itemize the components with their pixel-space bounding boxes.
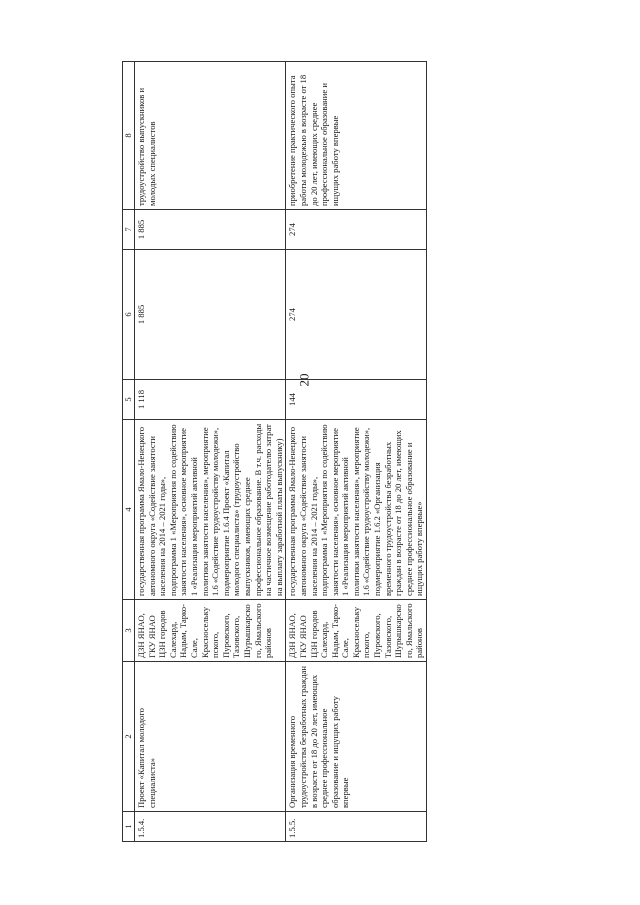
value-col7: 274 (286, 210, 427, 250)
header-col-5: 5 (123, 380, 135, 420)
table-row (286, 62, 427, 842)
value-col5: 1 118 (135, 380, 286, 420)
rotated-table-container (122, 62, 425, 842)
header-col-2: 2 (123, 662, 135, 812)
executors: ДЗН ЯНАО, ГКУ ЯНАО ЦЗН городов Салехард, Надым, Тарко-Сале, Красноселькупского, Пуровского, Тазовского, Шурышкарского, Ямальского районов (286, 600, 427, 662)
activity-name: Организация временного трудоустройства безработных граждан в возрасте от 18 до 20 лет, имеющих среднее профессиональное образование и ищущих работу впервые (286, 662, 427, 812)
header-col-4: 4 (123, 420, 135, 600)
expected-result: трудоустройство выпускников и молодых специалистов (135, 62, 286, 210)
program-description: государственная программа Ямало-Ненецкого автономного округа «Содействие занятости населения на 2014 – 2021 годы», подпрограмма 1 «Мероприятия по содействию занятости населения», основное мероприятие 1 «Реализация мероприятий активной политики занятости населения», мероприятие 1.6 «Содействие трудоустройству молодежи», подмероприятие 1.6.2 «Организация временного трудоустройства безработных граждан в возрасте от 18 до 20 лет, имеющих среднее профессиональное образование и ищущих работу впервые» (286, 420, 427, 600)
page-number: 20 (296, 373, 312, 387)
program-description: государственная программа Ямало-Ненецкого автономного округа «Содействие занятости населения на 2014 – 2021 годы», подпрограмма 1 «Мероприятия по содействию занятости населения», основное мероприятие 1 «Реализация мероприятий активной политики занятости населения», мероприятие 1.6 «Содействие трудоустройству молодежи», подмероприятие 1.6.4 Проект «Капитал молодого специалиста» (трудоустройство выпускников, имеющих среднее профессиональное образование. В т.ч. расходы на частичное возмещение работодателю затрат на выплату заработной платы выпускнику) (135, 420, 286, 600)
header-col-7: 7 (123, 210, 135, 250)
value-col6: 274 (286, 250, 427, 380)
header-col-6: 6 (123, 250, 135, 380)
row-number: 1.5.5. (286, 812, 427, 842)
value-col6: 1 885 (135, 250, 286, 380)
header-col-1: 1 (123, 812, 135, 842)
executors: ДЗН ЯНАО, ГКУ ЯНАО ЦЗН городов Салехард, Надым, Тарко-Сале, Красноселькупского, Пуровского, Тазовского, Шурышкарского, Ямальского районов (135, 600, 286, 662)
value-col5: 144 (286, 380, 427, 420)
header-col-3: 3 (123, 600, 135, 662)
table-row (135, 62, 286, 842)
header-col-8: 8 (123, 62, 135, 210)
row-number: 1.5.4. (135, 812, 286, 842)
program-table (122, 61, 427, 842)
value-col7: 1 885 (135, 210, 286, 250)
activity-name: Проект «Капитал молодого специалиста» (135, 662, 286, 812)
header-row (123, 62, 135, 842)
expected-result: приобретение практического опыта работы молодежью в возрасте от 18 до 20 лет, имеющих среднее профессиональное образование и ищущих работу впервые (286, 62, 427, 210)
